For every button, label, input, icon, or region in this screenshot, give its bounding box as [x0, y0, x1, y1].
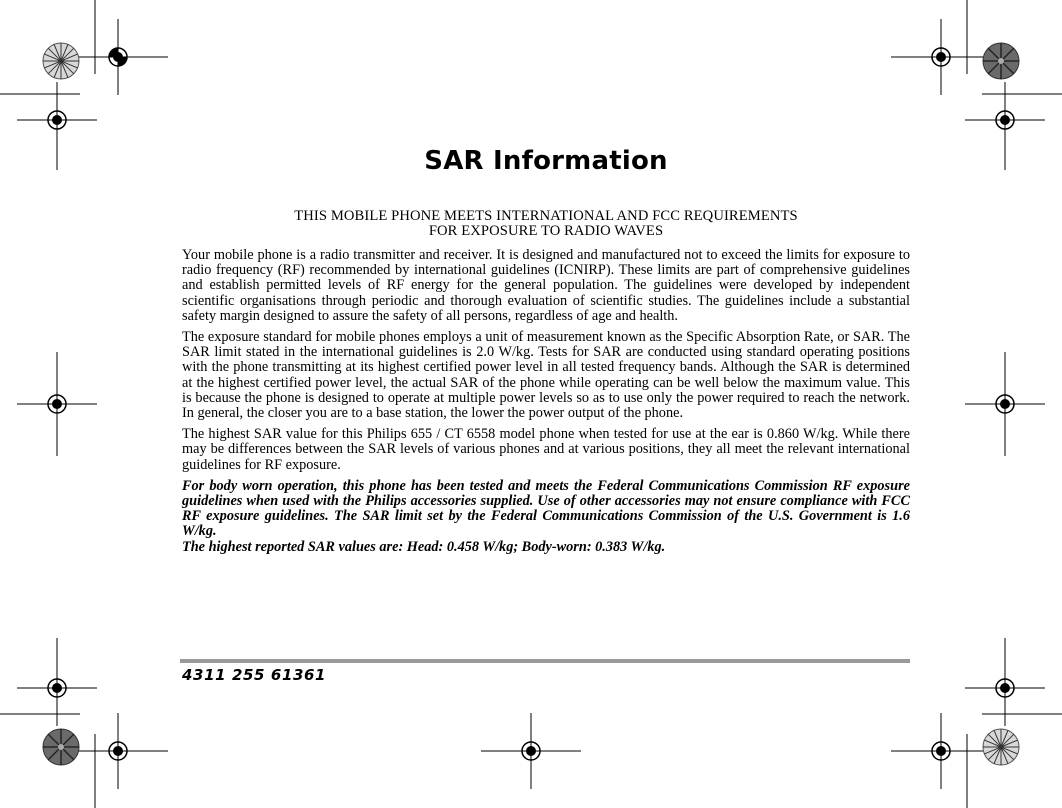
footer-rule: [180, 659, 910, 663]
heading-line: THIS MOBILE PHONE MEETS INTERNATIONAL AND FCC REQUIREMENTS: [294, 208, 798, 224]
fcc-paragraph: For body worn operation, this phone has been tested and meets the Federal Communications Commission RF exposure guidelines when used with the Philips accessories supplied. Use of other accessories may not ensure compliance with FCC RF exposure guidelines. The SAR limit set by the Federal Communications Commission of the U.S. Government is 1.6 W/kg.: [182, 477, 910, 540]
paragraph: Your mobile phone is a radio transmitter and receiver. It is designed and manufactured not to exceed the limits for exposure to radio frequency (RF) recommended by international guidelines (ICNIRP). These limits are part of comprehensive guidelines and establish permitted levels of RF energy for the general population. The guidelines were developed by independent scientific organisations through periodic and thorough evaluation of scientific studies. The guidelines include a substantial safety margin designed to assure the safety of all persons, regardless of age and health.: [182, 247, 910, 324]
registration-mark-icon: [891, 713, 991, 789]
star-target-icon: [43, 43, 79, 79]
registration-mark-icon: [68, 713, 168, 789]
heading-line: FOR EXPOSURE TO RADIO WAVES: [428, 223, 664, 239]
section-heading: [182, 209, 910, 239]
registration-mark-icon: [965, 352, 1045, 456]
registration-mark-icon: [17, 352, 97, 456]
registration-mark-icon: [965, 638, 1045, 726]
registration-mark-icon: [891, 19, 991, 95]
registration-mark-icon: [481, 713, 581, 789]
body-text: [182, 248, 910, 555]
registration-mark-icon: [68, 19, 168, 95]
page-title: SAR Information: [424, 146, 668, 176]
star-target-icon: [43, 729, 79, 765]
paragraph: The highest SAR value for this Philips 655 / CT 6558 model phone when tested for use at the ear is 0.860 W/kg. While there may be differences between the SAR levels of various phones and at various positions, they all meet the relevant international guidelines for RF exposure.: [182, 426, 910, 473]
document-code: 4311 255 61361: [182, 666, 327, 684]
star-target-icon: [983, 43, 1019, 79]
fcc-values: The highest reported SAR values are: Head: 0.458 W/kg; Body-worn: 0.383 W/kg.: [182, 538, 666, 555]
registration-mark-icon: [17, 638, 97, 726]
paragraph: The exposure standard for mobile phones employs a unit of measurement known as the Specific Absorption Rate, or SAR. The SAR limit stated in the international guidelines is 2.0 W/kg. Tests for SAR are conducted using standard operating positions with the phone transmitting at its highest certified power level in all tested frequency bands. Although the SAR is determined at the highest certified power level, the actual SAR of the phone while operating can be well below the maximum value. This is because the phone is designed to operate at multiple power levels so as to use only the power required to reach the network. In general, the closer you are to a base station, the lower the power output of the phone.: [182, 329, 910, 422]
star-target-icon: [983, 729, 1019, 765]
